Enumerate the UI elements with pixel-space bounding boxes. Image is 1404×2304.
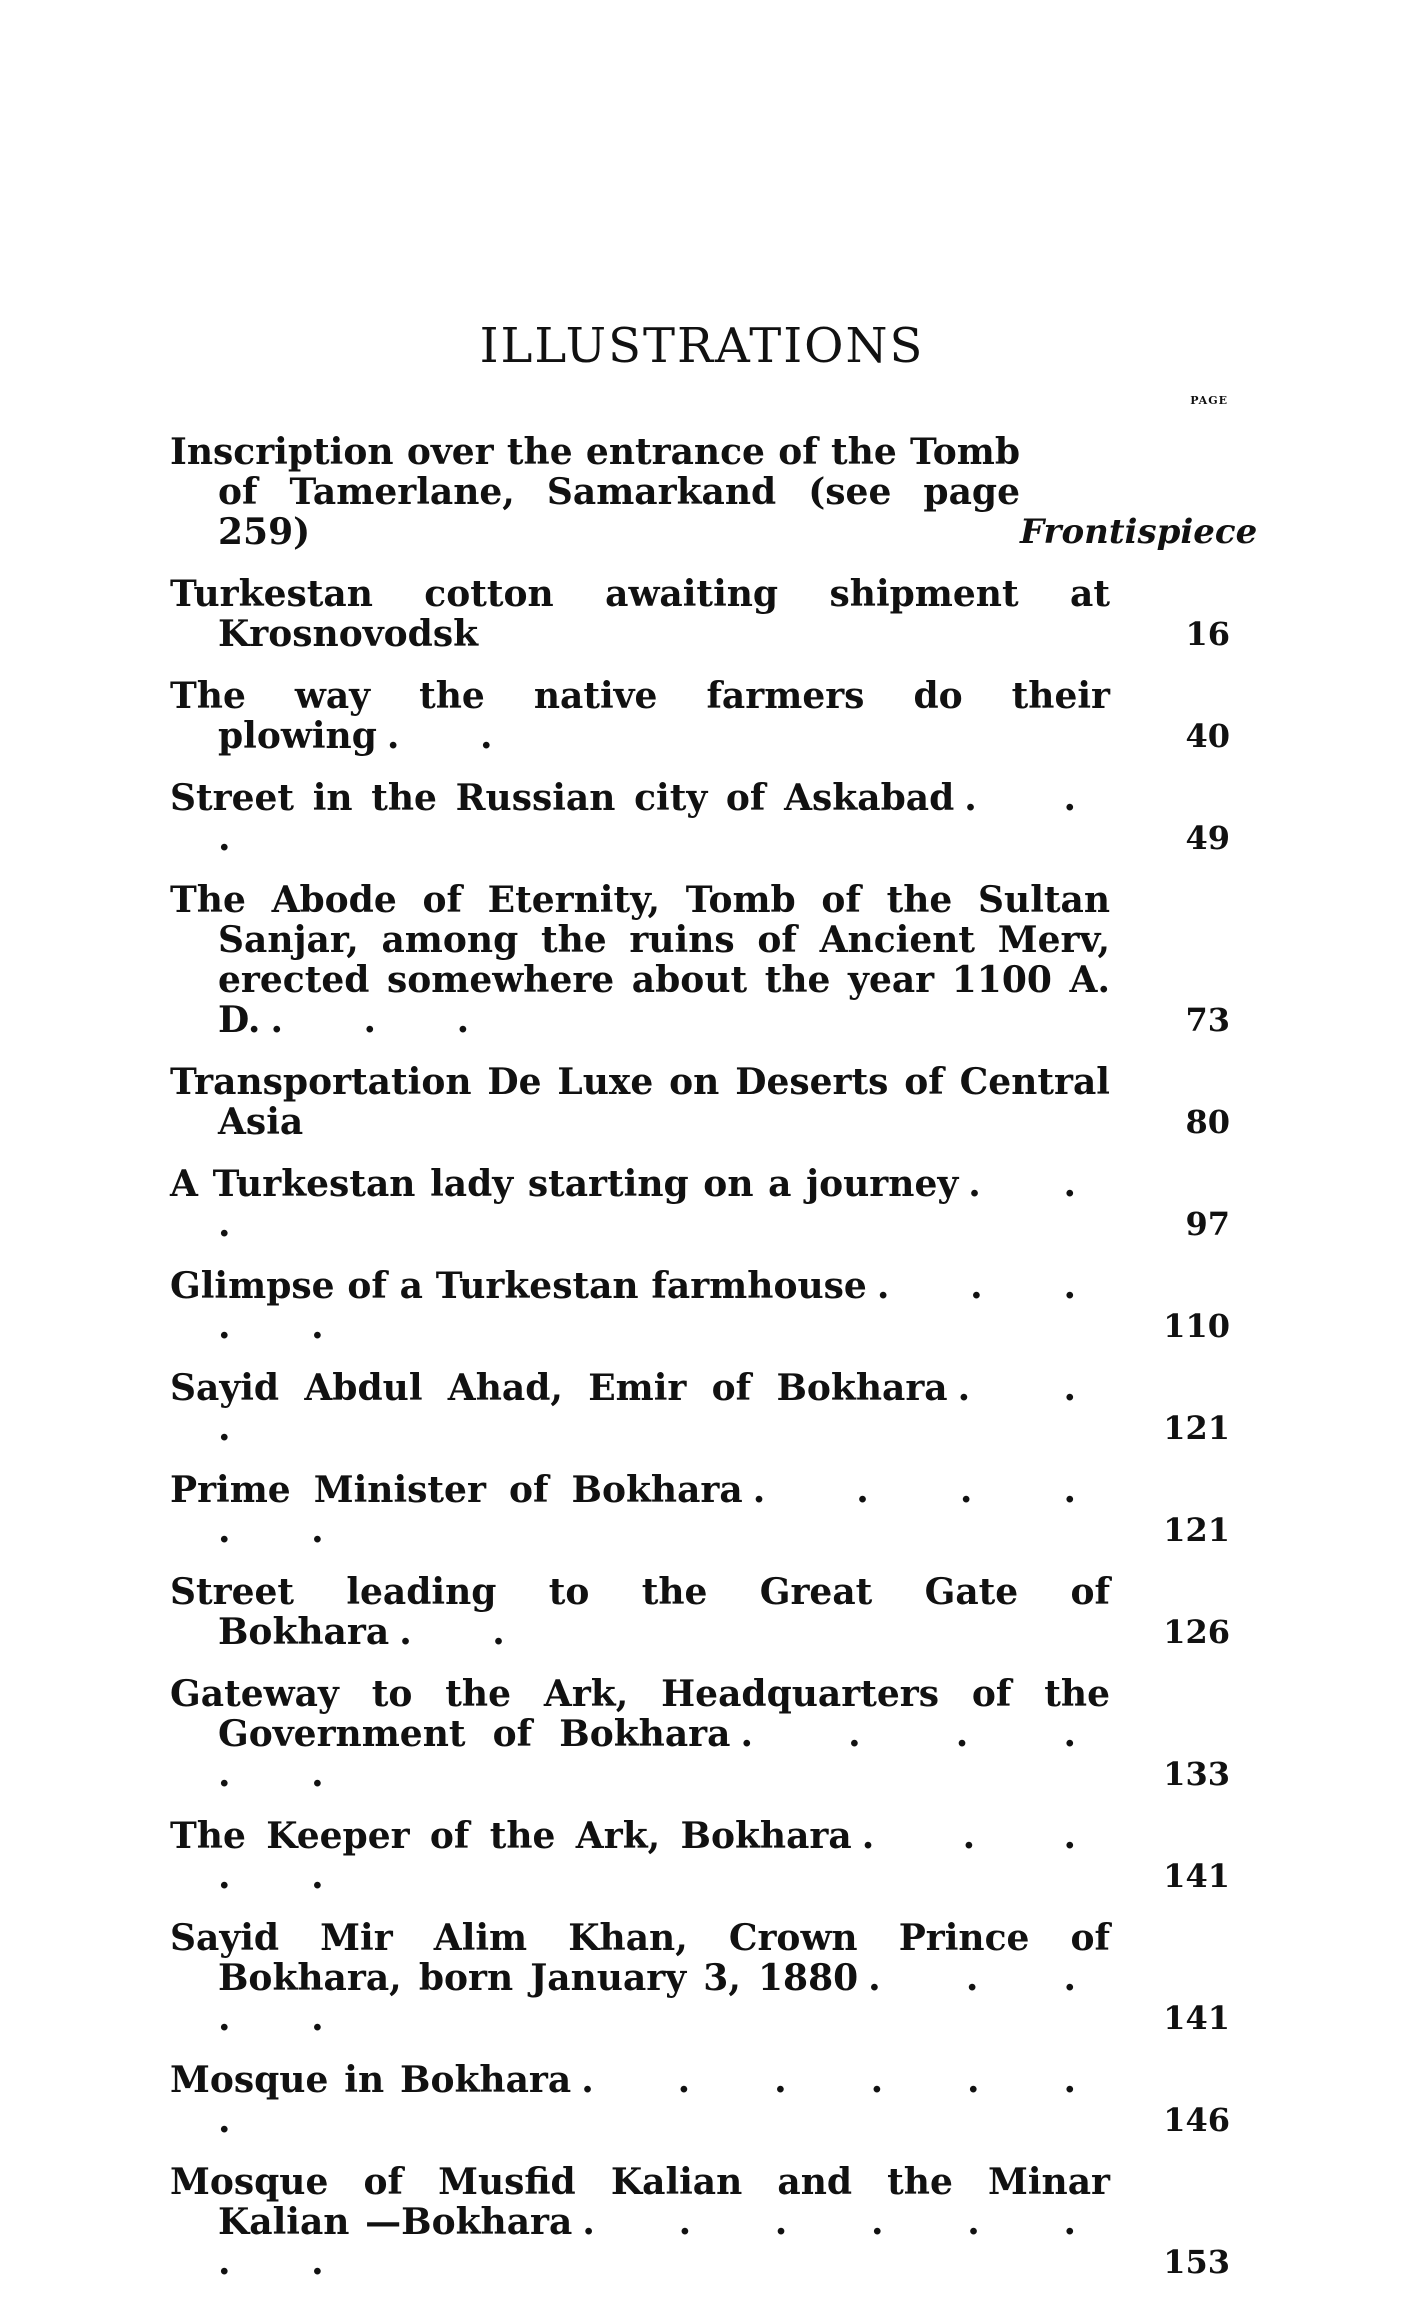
dot-leader: . . .	[218, 1163, 1110, 1245]
entry-caption: A Turkestan lady starting on a journey	[170, 1163, 959, 1205]
dot-leader: . . . . . . .	[218, 2059, 1110, 2141]
page-title: ILLUSTRATIONS	[479, 318, 925, 374]
entry-page: 121	[1163, 1511, 1230, 1549]
entry-page: 110	[1163, 1307, 1230, 1345]
dot-leader: . . . . .	[218, 1957, 1110, 2039]
entry-caption: Inscription over the entrance of the Tomb of Tamerlane, Samarkand (see page 259)	[170, 431, 1020, 553]
entry-page: 80	[1185, 1103, 1230, 1141]
entry-caption: Transportation De Luxe on Deserts of Central Asia	[170, 1061, 1110, 1143]
list-item	[170, 880, 1230, 1040]
entry-caption: The Keeper of the Ark, Bokhara	[170, 1815, 852, 1857]
list-item	[170, 431, 1258, 553]
entry-page: 141	[1163, 1999, 1230, 2037]
dot-leader: . . . . .	[218, 1815, 1110, 1897]
dot-leader: . . . . . .	[218, 1469, 1111, 1551]
entry-caption: Mosque of Musfid Kalian and the Minar Kalian —Bokhara	[170, 2161, 1110, 2243]
entry-page: 16	[1185, 615, 1230, 653]
entry-caption: Gateway to the Ark, Headquarters of the Government of Bokhara	[170, 1673, 1110, 1755]
dot-leader: . . .	[218, 777, 1110, 859]
entry-caption: Sayid Mir Alim Khan, Crown Prince of Bokhara, born January 3, 1880	[170, 1917, 1110, 1999]
list-item	[170, 1572, 1230, 1652]
illustrations-list	[170, 431, 1258, 2304]
entry-page: 40	[1185, 717, 1230, 755]
entry-page: 141	[1163, 1857, 1230, 1895]
dot-leader: . . . . .	[218, 1265, 1110, 1347]
page-column-label: PAGE	[1190, 394, 1228, 407]
list-item	[170, 1368, 1230, 1448]
dot-leader: . .	[399, 1611, 539, 1653]
entry-caption: Prime Minister of Bokhara	[170, 1469, 743, 1511]
entry-page: 97	[1185, 1205, 1230, 1243]
entry-caption: Mosque in Bokhara	[170, 2059, 572, 2101]
list-item	[170, 676, 1230, 756]
dot-leader: . .	[386, 715, 527, 757]
list-item	[170, 1918, 1230, 2038]
list-item	[170, 1674, 1230, 1794]
dot-leader: . . .	[218, 1367, 1110, 1449]
entry-caption: Turkestan cotton awaiting shipment at Krosnovodsk	[170, 573, 1110, 655]
list-item	[170, 2060, 1230, 2140]
list-item	[170, 1164, 1230, 1244]
entry-caption: Street leading to the Great Gate of Bokhara	[170, 1571, 1110, 1653]
entry-caption: Glimpse of a Turkestan farmhouse	[170, 1265, 867, 1307]
list-item	[170, 1470, 1230, 1550]
entry-caption: The way the native farmers do their plowing	[170, 675, 1110, 757]
entry-page: 49	[1185, 819, 1230, 857]
entry-page: 153	[1163, 2243, 1230, 2281]
entry-page: Frontispiece	[1020, 512, 1258, 552]
entry-page: 146	[1163, 2101, 1230, 2139]
list-item	[170, 778, 1230, 858]
list-item	[170, 574, 1230, 654]
list-item	[170, 1062, 1230, 1142]
entry-caption: Sayid Abdul Ahad, Emir of Bokhara	[170, 1367, 948, 1409]
dot-leader: . . .	[270, 999, 504, 1041]
entry-page: 121	[1163, 1409, 1230, 1447]
entry-page: 133	[1163, 1755, 1230, 1793]
list-item	[170, 2162, 1230, 2282]
entry-caption: The Abode of Eternity, Tomb of the Sultan Sanjar, among the ruins of Ancient Merv, erected somewhere about the year 1100 A. D.	[170, 879, 1110, 1041]
entry-caption: Street in the Russian city of Askabad	[170, 777, 955, 819]
entry-page: 73	[1185, 1001, 1230, 1039]
dot-leader: . . . . . .	[218, 1713, 1111, 1795]
list-item	[170, 1816, 1230, 1896]
list-item	[170, 1266, 1230, 1346]
entry-page: 126	[1163, 1613, 1230, 1651]
dot-leader: . . . . . . . .	[218, 2201, 1110, 2283]
